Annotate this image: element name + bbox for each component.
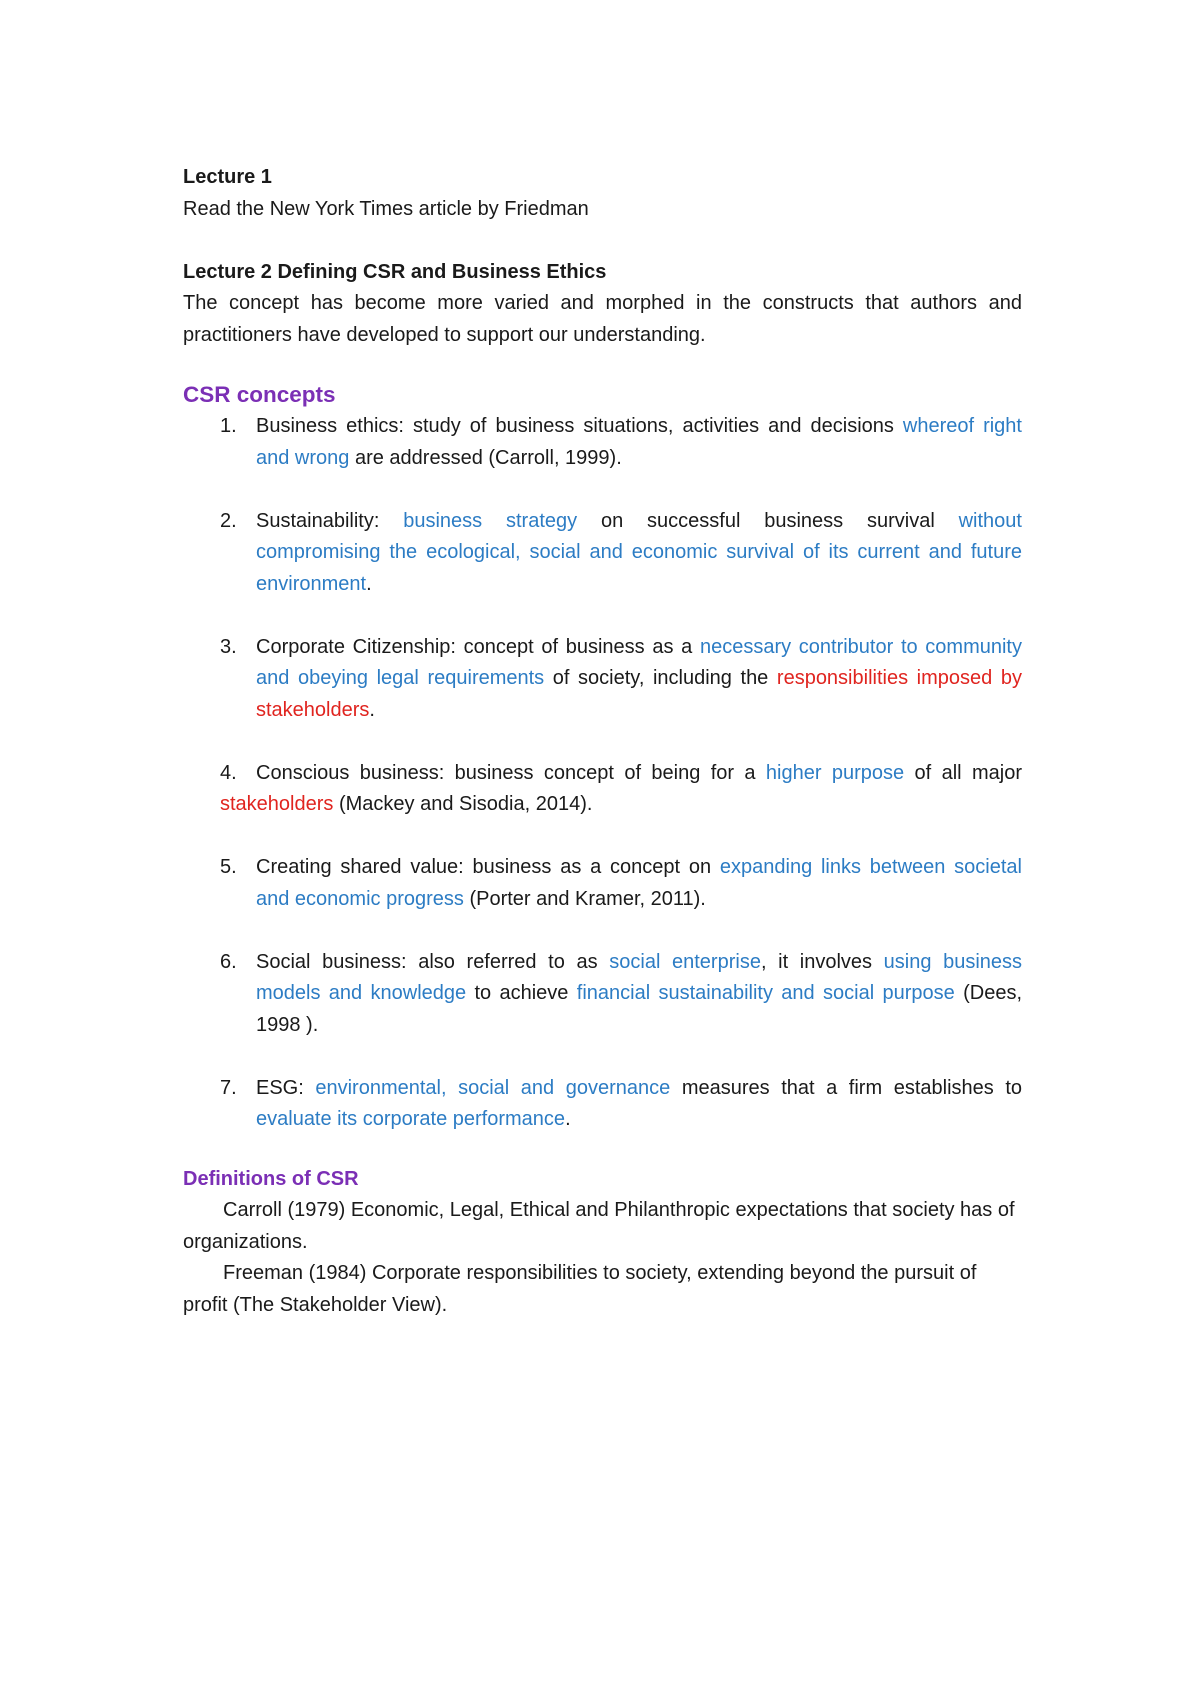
- concept-text: (Dees, 1998 ).: [256, 982, 1023, 1036]
- concept-item: [183, 1073, 1022, 1136]
- concept-number: 6.: [220, 950, 237, 973]
- concept-item: [183, 758, 1022, 821]
- concept-text: Creating shared value: business as a concept on: [256, 856, 720, 878]
- concept-text: .: [369, 698, 375, 721]
- csr-concepts-title: CSR concepts: [183, 382, 336, 407]
- concept-text: ESG:: [256, 1076, 316, 1099]
- concept-highlight: expanding links between societal and economic progress: [256, 856, 1022, 910]
- concept-text: of society, including the: [544, 667, 777, 689]
- definitions-body: [183, 1195, 1022, 1321]
- concept-text: Conscious business: business concept of being for a: [256, 761, 766, 784]
- concept-item: [183, 947, 1022, 1042]
- concept-item: [183, 852, 1022, 915]
- concept-text: (Mackey and Sisodia, 2014).: [333, 793, 593, 815]
- concept-text: on successful business survival: [577, 509, 959, 532]
- concept-highlight: higher purpose: [765, 761, 905, 784]
- concept-text: (Porter and Kramer, 2011).: [463, 887, 706, 910]
- concept-text: to achieve: [466, 982, 577, 1004]
- concept-text: , it involves: [760, 950, 884, 973]
- csr-concepts-list: [183, 411, 1022, 1136]
- lecture-1-text: Read the New York Times article by Friedman: [183, 197, 589, 220]
- definitions-title: Definitions of CSR: [183, 1167, 359, 1190]
- concept-text: are addressed (Carroll, 1999).: [349, 446, 622, 469]
- lecture-2-text: The concept has become more varied and morphed in the constructs that authors and practitioners have developed to support our understanding.: [183, 292, 1022, 346]
- concept-item: [183, 411, 1022, 474]
- concept-highlight: responsibilities imposed by stakeholders: [256, 667, 1022, 721]
- concept-highlight: evaluate its corporate performance: [256, 1108, 566, 1130]
- concept-text: Business ethics: study of business situations, activities and decisions: [256, 415, 903, 437]
- concept-number: 5.: [220, 856, 237, 878]
- concept-number: 1.: [220, 415, 237, 437]
- concept-highlight: environmental, social and governance: [315, 1076, 671, 1099]
- concept-number: 3.: [220, 635, 237, 658]
- lecture-1-title: Lecture 1: [183, 166, 272, 188]
- concept-highlight: whereof right and wrong: [256, 415, 1022, 469]
- concept-number: 2.: [220, 509, 237, 532]
- concept-text: .: [366, 572, 372, 595]
- lecture-2-title: Lecture 2 Defining CSR and Business Ethics: [183, 260, 607, 283]
- concept-highlight: stakeholders: [220, 793, 334, 815]
- concept-item: [183, 632, 1022, 727]
- concept-text: Sustainability:: [256, 509, 404, 532]
- concept-highlight: using business models and knowledge: [256, 950, 1023, 1004]
- definition-paragraph: Freeman (1984) Corporate responsibilities to society, extending beyond the pursuit of profit (The Stakeholder View).: [183, 1262, 977, 1316]
- concept-text: .: [565, 1108, 571, 1130]
- concept-text: of all major: [904, 761, 1022, 784]
- concept-item: [183, 506, 1022, 601]
- concept-highlight: business strategy: [403, 509, 578, 532]
- definition-paragraph: Carroll (1979) Economic, Legal, Ethical and Philanthropic expectations that society has of organizations.: [183, 1199, 1015, 1253]
- concept-highlight: necessary contributor to community and obeying legal requirements: [256, 635, 1022, 689]
- concept-highlight: financial sustainability and social purpose: [576, 982, 955, 1004]
- concept-highlight: social enterprise: [609, 950, 761, 973]
- concept-text: measures that a firm establishes to: [670, 1076, 1022, 1099]
- concept-text: Corporate Citizenship: concept of business as a: [256, 635, 700, 658]
- concept-number: 7.: [220, 1076, 237, 1099]
- concept-highlight: without compromising the ecological, social and economic survival of its current and future environment: [256, 509, 1022, 595]
- concept-number: 4.: [220, 761, 237, 784]
- concept-text: Social business: also referred to as: [256, 950, 610, 973]
